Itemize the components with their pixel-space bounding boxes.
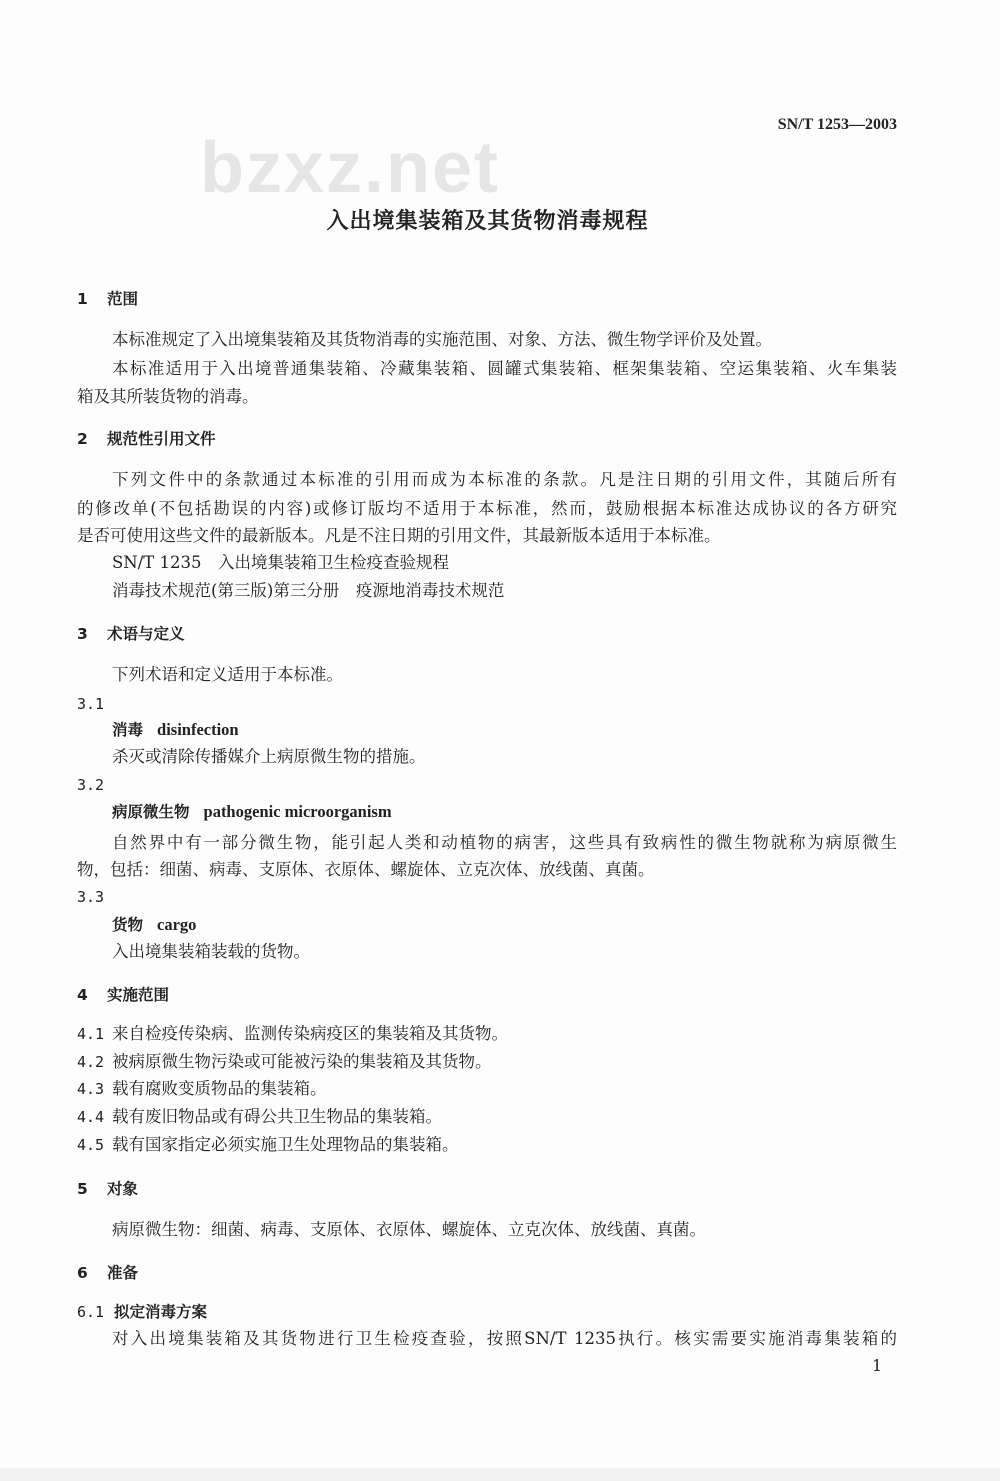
section-number: 4 [77, 986, 88, 1004]
item-number: 4.5 [77, 1136, 105, 1154]
item-text: 来自检疫传染病、监测传染病疫区的集装箱及其货物。 [112, 1024, 508, 1043]
section-title: 实施范围 [107, 986, 170, 1004]
term-heading [112, 720, 239, 740]
item-number: 4.4 [77, 1108, 105, 1126]
section-title: 范围 [107, 290, 139, 308]
term-heading [112, 915, 196, 935]
term-definition: 杀灭或清除传播媒介上病原微生物的措施。 [112, 747, 426, 766]
item-text: 载有废旧物品或有碍公共卫生物品的集装箱。 [112, 1107, 442, 1126]
term-zh: 货物 [112, 916, 144, 934]
paragraph: 对入出境集装箱及其货物进行卫生检疫查验，按照SN/T 1235执行。核实需要实施消毒集装箱的 [112, 1329, 897, 1348]
term-definition: 自然界中有一部分微生物，能引起人类和动植物的病害，这些具有致病性的微生物就称为病原微生 [112, 833, 897, 852]
item-text: 载有国家指定必须实施卫生处理物品的集装箱。 [112, 1135, 459, 1154]
section-title: 术语与定义 [107, 625, 185, 643]
term-definition: 入出境集装箱装载的货物。 [112, 942, 310, 961]
item-text: 被病原微生物污染或可能被污染的集装箱及其货物。 [112, 1052, 492, 1071]
item-number: 4.1 [77, 1025, 105, 1043]
section-number: 5 [77, 1180, 88, 1198]
paragraph: 下列文件中的条款通过本标准的引用而成为本标准的条款。凡是注日期的引用文件，其随后所有 [112, 470, 897, 489]
subsection-title: 拟定消毒方案 [114, 1303, 208, 1321]
term-en: cargo [157, 915, 197, 934]
paragraph: 箱及其所装货物的消毒。 [77, 387, 259, 406]
section-number: 3 [77, 625, 88, 643]
paragraph: 病原微生物：细菌、病毒、支原体、衣原体、螺旋体、立克次体、放线菌、真菌。 [112, 1220, 706, 1239]
term-zh: 病原微生物 [112, 803, 190, 821]
section-number: 1 [77, 290, 88, 308]
paragraph: 本标准适用于入出境普通集装箱、冷藏集装箱、圆罐式集装箱、框架集装箱、空运集装箱、火车集装 [112, 359, 897, 378]
term-number: 3.2 [77, 776, 105, 794]
page-number: 1 [872, 1356, 883, 1375]
watermark: bzxz.net [200, 128, 501, 208]
page-bottom-edge [0, 1468, 1000, 1481]
reference: 消毒技术规范(第三版)第三分册 疫源地消毒技术规范 [112, 581, 505, 600]
paragraph: 是否可使用这些文件的最新版本。凡是不注日期的引用文件，其最新版本适用于本标准。 [77, 526, 721, 545]
term-heading [112, 802, 392, 822]
document-title: 入出境集装箱及其货物消毒规程 [326, 209, 649, 234]
term-en: disinfection [157, 720, 239, 739]
section-number: 2 [77, 430, 88, 448]
item-number: 4.2 [77, 1053, 105, 1071]
section-title: 对象 [107, 1180, 139, 1198]
term-definition: 物，包括：细菌、病毒、支原体、衣原体、螺旋体、立克次体、放线菌、真菌。 [77, 860, 655, 879]
paragraph: 的修改单(不包括勘误的内容)或修订版均不适用于本标准，然而，鼓励根据本标准达成协议的各方研究 [77, 499, 897, 518]
item-number: 4.3 [77, 1080, 105, 1098]
reference: SN/T 1235 入出境集装箱卫生检疫查验规程 [112, 553, 450, 572]
term-zh: 消毒 [112, 721, 144, 739]
paragraph: 下列术语和定义适用于本标准。 [112, 665, 343, 684]
section-title: 准备 [107, 1264, 139, 1282]
term-number: 3.3 [77, 888, 105, 906]
standard-number: SN/T 1253—2003 [777, 116, 897, 133]
section-number: 6 [77, 1264, 88, 1282]
paragraph: 本标准规定了入出境集装箱及其货物消毒的实施范围、对象、方法、微生物学评价及处置。 [112, 330, 772, 349]
term-en: pathogenic microorganism [203, 802, 392, 821]
term-number: 3.1 [77, 695, 105, 713]
subsection-number: 6.1 [77, 1303, 105, 1321]
section-title: 规范性引用文件 [107, 430, 216, 448]
item-text: 载有腐败变质物品的集装箱。 [112, 1079, 327, 1098]
